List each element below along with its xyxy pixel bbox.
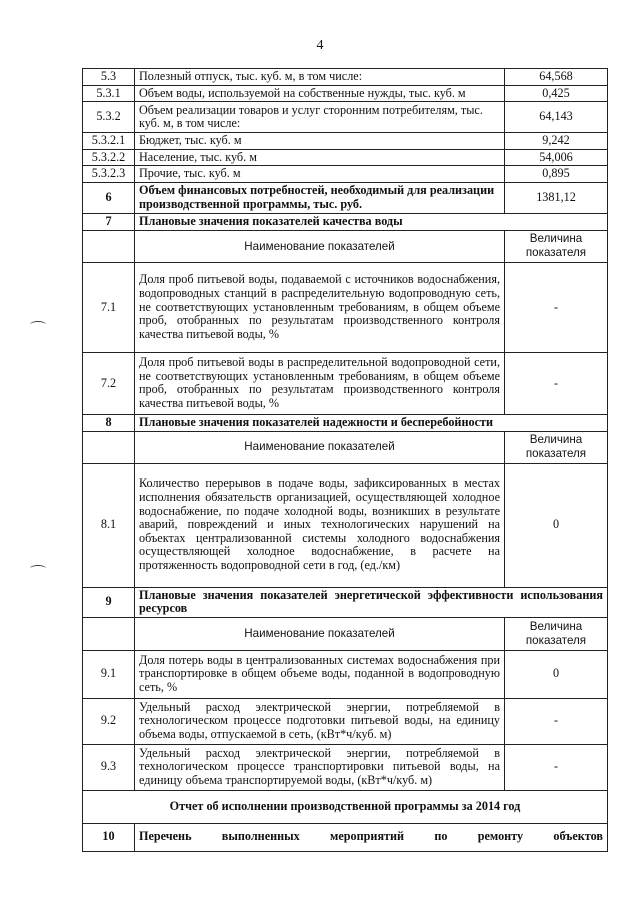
row-value: 0,895 xyxy=(505,166,608,183)
row-text: Полезный отпуск, тыс. куб. м, в том числе: xyxy=(135,69,505,86)
table-row xyxy=(83,149,608,166)
table-row xyxy=(83,650,608,698)
row-value: 0 xyxy=(505,463,608,587)
row-value: 64,568 xyxy=(505,69,608,86)
header-value: Величина показателя xyxy=(505,617,608,650)
row-text: Объем воды, используемой на собственные нужды, тыс. куб. м xyxy=(135,85,505,102)
row-value: 64,143 xyxy=(505,102,608,133)
section-row xyxy=(83,414,608,431)
header-value: Величина показателя xyxy=(505,230,608,262)
row-number: 5.3.2.3 xyxy=(83,166,135,183)
page-number: 4 xyxy=(316,38,324,53)
section-title: Перечень выполненных мероприятий по ремонту объектов xyxy=(135,823,608,851)
table-row xyxy=(83,352,608,414)
header-name: Наименование показателей xyxy=(135,431,505,463)
row-text: Удельный расход электрической энергии, потребляемой в технологическом процессе транспортировки питьевой воды, на единицу объема транспортируемой воды, (кВт*ч/куб. м) xyxy=(135,744,505,790)
section-title: Плановые значения показателей надежности и бесперебойности xyxy=(135,414,608,431)
section-number: 10 xyxy=(83,823,135,851)
row-value: 0,425 xyxy=(505,85,608,102)
row-value: 9,242 xyxy=(505,133,608,150)
table-row xyxy=(83,102,608,133)
table-row xyxy=(83,133,608,150)
row-text: Удельный расход электрической энергии, потребляемой в технологическом процессе подготовки питьевой воды, на единицу объема воды, отпускаемой в сеть, (кВт*ч/куб. м) xyxy=(135,698,505,744)
row-value: - xyxy=(505,352,608,414)
row-text: Бюджет, тыс. куб. м xyxy=(135,133,505,150)
row-number: 9.2 xyxy=(83,698,135,744)
section-number: 9 xyxy=(83,587,135,617)
row-value: - xyxy=(505,744,608,790)
row-number: 7.1 xyxy=(83,262,135,352)
header-name: Наименование показателей xyxy=(135,617,505,650)
punch-hole-mark xyxy=(30,565,46,572)
table-row xyxy=(83,85,608,102)
section-title: Плановые значения показателей качества воды xyxy=(135,213,608,230)
report-title: Отчет об исполнении производственной программы за 2014 год xyxy=(83,790,608,823)
table-row xyxy=(83,463,608,587)
row-text: Объем финансовых потребностей, необходимый для реализации производственной программы, тыс. руб. xyxy=(135,182,505,213)
row-value: 0 xyxy=(505,650,608,698)
section-number: 7 xyxy=(83,213,135,230)
row-text: Прочие, тыс. куб. м xyxy=(135,166,505,183)
row-text: Население, тыс. куб. м xyxy=(135,149,505,166)
header-value: Величина показателя xyxy=(505,431,608,463)
section-row xyxy=(83,587,608,617)
row-number: 8.1 xyxy=(83,463,135,587)
row-text: Доля проб питьевой воды в распределительной водопроводной сети, не соответствующих установленным требованиям, в общем объеме проб, отобранных по результатам производственного контроля качества питьевой воды, % xyxy=(135,352,505,414)
section-number: 8 xyxy=(83,414,135,431)
indicators-table xyxy=(82,68,608,852)
section-row xyxy=(83,213,608,230)
row-value: 54,006 xyxy=(505,149,608,166)
row-text: Объем реализации товаров и услуг сторонним потребителям, тыс. куб. м, в том числе: xyxy=(135,102,505,133)
table-row xyxy=(83,166,608,183)
row-value: - xyxy=(505,262,608,352)
row-number: 5.3 xyxy=(83,69,135,86)
row-number: 7.2 xyxy=(83,352,135,414)
table-row xyxy=(83,744,608,790)
report-title-row xyxy=(83,790,608,823)
row-number: 5.3.2.2 xyxy=(83,149,135,166)
header-row xyxy=(83,617,608,650)
header-row xyxy=(83,230,608,262)
row-value: 1381,12 xyxy=(505,182,608,213)
table-row xyxy=(83,262,608,352)
row-number: 5.3.2 xyxy=(83,102,135,133)
table-row xyxy=(83,182,608,213)
row-number: 5.3.2.1 xyxy=(83,133,135,150)
header-name: Наименование показателей xyxy=(135,230,505,262)
row-value: - xyxy=(505,698,608,744)
table-row xyxy=(83,698,608,744)
row-text: Доля потерь воды в централизованных системах водоснабжения при транспортировке в общем объеме воды, поданной в водопроводную сеть, % xyxy=(135,650,505,698)
row-number: 9.1 xyxy=(83,650,135,698)
section-row xyxy=(83,823,608,851)
row-text: Количество перерывов в подаче воды, зафиксированных в местах исполнения обязательств организацией, осуществляющей холодное водоснабжение, по подаче холодной воды, возникших в результате аварий, повреждений и иных технологических нарушений на объектах централизованной системы холодного водоснабжения осуществляющей холодное водоснабжение, в расчете на протяженность водопроводной сети в год, (ед./км) xyxy=(135,463,505,587)
header-row xyxy=(83,431,608,463)
section-title: Плановые значения показателей энергетической эффективности использования ресурсов xyxy=(135,587,608,617)
punch-hole-mark xyxy=(30,321,46,328)
row-number: 6 xyxy=(83,182,135,213)
table-row xyxy=(83,69,608,86)
row-number: 5.3.1 xyxy=(83,85,135,102)
row-number: 9.3 xyxy=(83,744,135,790)
row-text: Доля проб питьевой воды, подаваемой с источников водоснабжения, водопроводных станций в распределительную водопроводную сеть, не соответствующих установленным требованиям, в общем объеме проб, отобранных по результатам производственного контроля качества питьевой воды, % xyxy=(135,262,505,352)
